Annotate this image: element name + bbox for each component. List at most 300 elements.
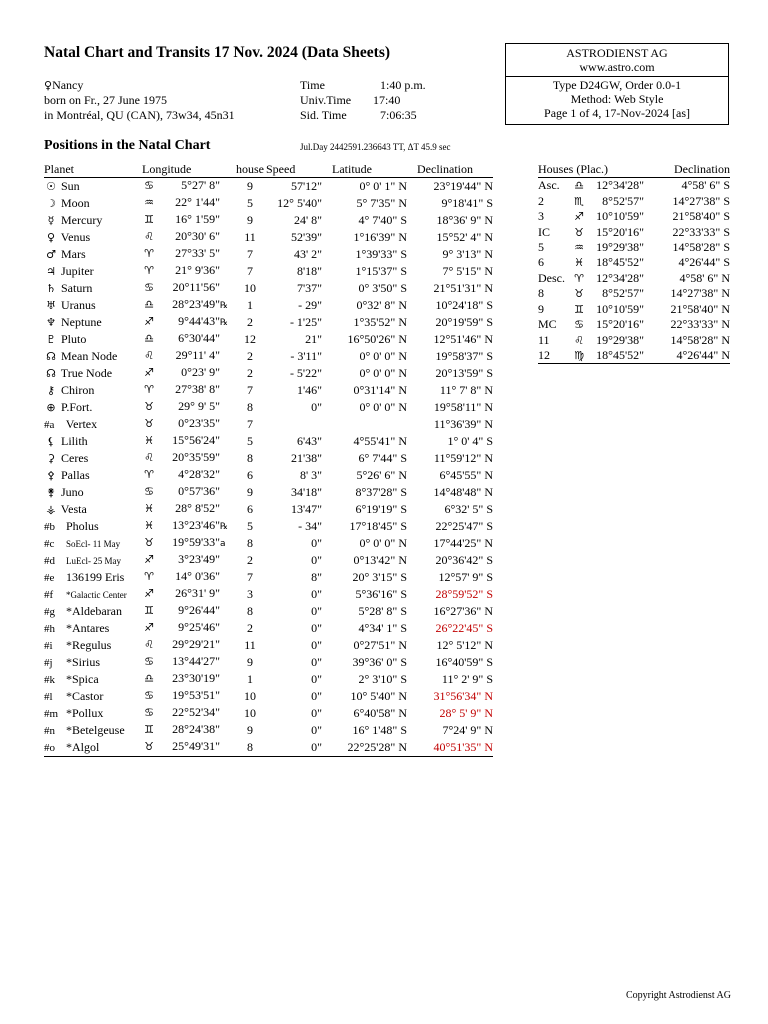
sid-time-label: Sid. Time — [300, 108, 347, 122]
planet-row — [44, 671, 493, 688]
planet-name: Lilith — [61, 434, 88, 448]
house-longitude-cell — [572, 193, 648, 208]
planet-name: Uranus — [61, 298, 96, 312]
time-label: Time — [300, 78, 325, 92]
birth-date: born on Fr., 27 June 1975 — [44, 93, 167, 107]
house-declination: 14°58'28" S — [672, 239, 730, 254]
longitude-cell — [142, 722, 234, 739]
planet-name: Pallas — [61, 468, 90, 482]
house-longitude: 10°10'59" — [596, 209, 644, 224]
planet-glyph-icon: ♆ — [46, 316, 56, 329]
speed-value: 0" — [266, 739, 322, 757]
longitude-cell — [142, 246, 234, 263]
longitude-cell — [142, 229, 234, 246]
house-value: 7 — [247, 264, 253, 278]
planet-name: Vesta — [60, 502, 87, 516]
longitude-value: 20°30' 6" — [175, 229, 220, 243]
house-longitude: 15°20'16" — [596, 224, 644, 239]
planet-row — [44, 484, 493, 501]
planet-cell — [44, 467, 142, 484]
longitude-cell — [142, 705, 234, 722]
house-name: 11 — [538, 332, 550, 347]
planet-code: #l — [44, 690, 53, 703]
planet-cell — [44, 603, 142, 620]
house-row — [538, 193, 730, 208]
house-value: 8 — [234, 739, 266, 757]
planet-row — [44, 382, 493, 399]
houses-table-header — [538, 161, 730, 178]
house-declination: 22°33'33" S — [672, 224, 730, 239]
company-name: ASTRODIENST AG — [566, 46, 668, 60]
speed-value: 0" — [311, 621, 322, 635]
latitude-value: 0° 0' 1" N — [359, 179, 407, 193]
house-longitude-cell — [572, 255, 648, 270]
declination-value: 1° 0' 4" S — [447, 434, 493, 448]
zodiac-sign-icon: ♎ — [144, 672, 154, 685]
house-longitude-cell — [572, 302, 648, 317]
speed-value: 57'12" — [290, 179, 322, 193]
house-value: 11 — [244, 638, 256, 652]
planet-glyph-icon: ⚶ — [46, 503, 56, 516]
declination-value: 7°24' 9" N — [442, 723, 493, 737]
latitude-value — [322, 416, 407, 433]
declination-value: 9° 3'13" N — [442, 247, 493, 261]
longitude-cell — [142, 603, 234, 620]
planet-cell — [44, 178, 142, 196]
house-name: 12 — [538, 348, 572, 364]
house-longitude: 10°10'59" — [596, 301, 644, 316]
planet-glyph-icon: ⚸ — [46, 435, 56, 448]
house-value: 9 — [247, 213, 253, 227]
declination-value: 14°48'48" N — [433, 485, 493, 499]
longitude-cell — [142, 739, 234, 757]
planet-row — [44, 705, 493, 722]
planet-cell — [44, 450, 142, 467]
zodiac-sign-icon: ♎ — [574, 179, 584, 193]
zodiac-sign-icon: ♋ — [144, 689, 154, 702]
female-icon: ♀ — [44, 79, 53, 92]
retrograde-icon: ℞ — [220, 318, 229, 328]
planet-code: #g — [44, 605, 55, 618]
planet-glyph-icon: ☽ — [46, 197, 56, 210]
person-name-line — [44, 78, 83, 93]
header-latitude: Latitude — [322, 161, 407, 178]
house-value: 6 — [247, 468, 253, 482]
houses-table — [538, 161, 730, 364]
houses-table-body — [538, 178, 730, 364]
speed-value: 7'37" — [296, 281, 322, 295]
planet-row — [44, 552, 493, 569]
speed-value — [266, 416, 322, 433]
house-longitude: 18°45'52" — [596, 255, 644, 270]
house-row — [538, 302, 730, 317]
house-longitude-cell — [572, 178, 648, 194]
zodiac-sign-icon: ♊ — [144, 213, 154, 226]
house-longitude: 19°29'38" — [596, 332, 644, 347]
latitude-value: 5° 7'35" N — [356, 196, 407, 210]
house-longitude-cell — [572, 317, 648, 332]
speed-value: - 34" — [298, 519, 322, 533]
declination-value: 11° 2' 9" S — [441, 672, 493, 686]
speed-value: - 29" — [298, 298, 322, 312]
zodiac-sign-icon: ♉ — [574, 287, 584, 301]
planet-cell — [44, 314, 142, 331]
zodiac-sign-icon: ♏ — [574, 194, 584, 208]
zodiac-sign-icon: ♊ — [144, 723, 154, 736]
speed-value: 0" — [311, 587, 322, 601]
planet-name: P.Fort. — [61, 400, 93, 414]
house-longitude: 8°52'57" — [602, 193, 644, 208]
longitude-value: 19°53'51" — [172, 688, 220, 702]
longitude-cell — [142, 518, 234, 535]
house-longitude-cell — [572, 286, 648, 301]
house-longitude: 15°20'16" — [596, 317, 644, 332]
planet-glyph-icon: ☉ — [46, 180, 56, 193]
speed-value: 34'18" — [290, 485, 322, 499]
planet-cell — [44, 484, 142, 501]
copyright: Copyright Astrodienst AG — [625, 990, 731, 1001]
house-longitude: 19°29'38" — [596, 239, 644, 254]
zodiac-sign-icon: ♓ — [144, 519, 154, 532]
header-houses: Houses (Plac.) — [538, 161, 648, 178]
longitude-cell — [142, 620, 234, 637]
planet-cell — [44, 586, 142, 603]
latitude-value: 5°28' 8" S — [358, 604, 407, 618]
house-name: 3 — [538, 209, 544, 224]
latitude-value: 0° 0' 0" N — [359, 400, 407, 414]
speed-value: 0" — [311, 553, 322, 567]
planet-row — [44, 586, 493, 603]
speed-value: - 3'11" — [290, 349, 322, 363]
planet-cell — [44, 331, 142, 348]
declination-value: 12°51'46" N — [433, 332, 493, 346]
publisher-box — [505, 43, 729, 125]
longitude-value: 19°59'33" — [172, 535, 220, 549]
longitude-cell — [142, 212, 234, 229]
longitude-cell — [142, 552, 234, 569]
latitude-value: 5°26' 6" N — [356, 468, 407, 482]
planet-code: #b — [44, 520, 55, 533]
longitude-value: 20°35'59" — [172, 450, 220, 464]
longitude-cell — [142, 195, 234, 212]
latitude-value: 1°15'37" S — [355, 264, 407, 278]
longitude-cell — [142, 484, 234, 501]
house-value: 2 — [247, 315, 253, 329]
header-declination: Declination — [407, 161, 493, 178]
latitude-value: 1°35'52" N — [353, 315, 407, 329]
house-longitude-cell — [572, 348, 648, 364]
longitude-cell — [142, 399, 234, 416]
house-value: 2 — [247, 366, 253, 380]
house-value: 3 — [247, 587, 253, 601]
planet-name: Mean Node — [61, 349, 118, 363]
house-longitude: 12°34'28" — [596, 270, 644, 285]
house-value: 6 — [247, 502, 253, 516]
house-value: 7 — [247, 417, 253, 431]
longitude-cell — [142, 586, 234, 603]
zodiac-sign-icon: ♈ — [144, 264, 154, 277]
planet-glyph-icon: ♃ — [46, 265, 56, 278]
house-longitude-cell — [572, 332, 648, 347]
latitude-value: 16° 1'48" S — [352, 723, 407, 737]
declination-value: 19°58'37" S — [435, 349, 493, 363]
planet-cell — [44, 501, 142, 518]
planet-name: *Betelgeuse — [66, 722, 125, 737]
planet-name: True Node — [60, 366, 113, 380]
planet-cell — [44, 569, 142, 586]
zodiac-sign-icon: ♉ — [144, 400, 154, 413]
longitude-cell — [142, 654, 234, 671]
house-value: 2 — [247, 621, 253, 635]
zodiac-sign-icon: ♌ — [144, 349, 154, 362]
header-house-declination: Declination — [648, 161, 730, 178]
planet-name: Mercury — [61, 213, 103, 227]
planet-cell — [44, 195, 142, 212]
latitude-value: 6° 7'44" S — [358, 451, 407, 465]
planet-cell — [44, 722, 142, 739]
house-value: 5 — [247, 434, 253, 448]
speed-value: 24' 8" — [293, 213, 322, 227]
latitude-value: 17°18'45" S — [349, 519, 407, 533]
longitude-cell — [142, 535, 234, 552]
planet-name: Saturn — [61, 281, 93, 295]
longitude-cell — [142, 348, 234, 365]
declination-value: 17°44'25" N — [433, 536, 493, 550]
zodiac-sign-icon: ♊ — [144, 604, 154, 617]
zodiac-sign-icon: ♍ — [574, 349, 584, 363]
header-planet: Planet — [44, 161, 142, 178]
planet-name: Chiron — [61, 383, 95, 397]
planet-row — [44, 603, 493, 620]
zodiac-sign-icon: ♈ — [144, 468, 154, 481]
planet-name: *Sirius — [66, 654, 101, 669]
planet-name: *Pollux — [66, 705, 104, 720]
house-value: 10 — [244, 706, 256, 720]
latitude-value: 6°19'19" S — [355, 502, 407, 516]
latitude-value: 10° 5'40" N — [350, 689, 407, 703]
house-row — [538, 332, 730, 347]
chart-type: Type D24GW, Order 0.0-1 — [552, 78, 682, 92]
declination-value: 10°24'18" S — [435, 298, 493, 312]
house-value: 9 — [247, 655, 253, 669]
zodiac-sign-icon: ♐ — [144, 315, 154, 328]
retrograde-icon: a — [220, 539, 226, 549]
house-declination: 14°27'38" S — [672, 193, 730, 208]
speed-value: 52'39" — [290, 230, 322, 244]
declination-value: 23°19'44" N — [433, 179, 493, 193]
zodiac-sign-icon: ♎ — [144, 298, 154, 311]
longitude-value: 29°29'21" — [172, 637, 220, 651]
longitude-cell — [142, 297, 234, 314]
planet-cell — [44, 535, 142, 552]
planet-row — [44, 433, 493, 450]
house-declination: 14°27'38" N — [670, 286, 730, 301]
declination-value: 22°25'47" S — [435, 519, 493, 533]
section-title: Positions in the Natal Chart — [44, 138, 211, 153]
house-value: 8 — [247, 536, 253, 550]
planet-row — [44, 501, 493, 518]
latitude-value: 4°55'41" N — [353, 434, 407, 448]
zodiac-sign-icon: ♒ — [574, 240, 584, 254]
zodiac-sign-icon: ♐ — [144, 553, 154, 566]
house-value: 12 — [244, 332, 256, 346]
planet-row — [44, 348, 493, 365]
retrograde-icon: ℞ — [220, 522, 229, 532]
house-longitude-cell — [572, 209, 648, 224]
longitude-value: 28°23'49" — [172, 297, 220, 311]
planet-cell — [44, 637, 142, 654]
planet-cell — [44, 382, 142, 399]
julian-day: Jul.Day 2442591.236643 TT, ΔT 45.9 sec — [300, 142, 451, 152]
planet-row — [44, 416, 493, 433]
speed-value: 8" — [311, 570, 322, 584]
planet-name: *Antares — [66, 620, 110, 635]
speed-value: 0" — [311, 604, 322, 618]
house-row — [538, 255, 730, 270]
speed-value: - 1'25" — [289, 315, 322, 329]
house-declination: 4°26'44" S — [678, 255, 730, 270]
speed-value: 0" — [311, 723, 322, 737]
latitude-value: 1°16'39" N — [353, 230, 407, 244]
longitude-cell — [142, 637, 234, 654]
house-row — [538, 271, 730, 286]
planet-cell — [44, 671, 142, 688]
univ-time-value: 17:40 — [373, 93, 401, 107]
company-url: www.astro.com — [579, 60, 655, 74]
planet-cell — [44, 229, 142, 246]
speed-value: 13'47" — [290, 502, 322, 516]
house-longitude-cell — [572, 224, 648, 239]
declination-value: 6°45'55" N — [439, 468, 493, 482]
planet-cell — [44, 739, 142, 757]
planet-row — [44, 688, 493, 705]
house-name: 2 — [538, 193, 544, 208]
latitude-value: 22°25'28" N — [322, 739, 407, 757]
speed-value: 0" — [311, 638, 322, 652]
house-value: 11 — [244, 230, 256, 244]
planet-code: #c — [44, 537, 55, 550]
longitude-value: 9°25'46" — [178, 620, 220, 634]
planet-name: Ceres — [61, 451, 89, 465]
house-name: Desc. — [538, 270, 565, 285]
zodiac-sign-icon: ♋ — [144, 281, 154, 294]
house-row — [538, 348, 730, 364]
declination-value: 31°56'34" N — [433, 689, 493, 703]
house-row — [538, 224, 730, 239]
planet-row — [44, 365, 493, 382]
planet-row — [44, 178, 493, 196]
planet-name: Neptune — [61, 315, 102, 329]
planet-row — [44, 450, 493, 467]
planet-code: #k — [44, 673, 55, 686]
zodiac-sign-icon: ♐ — [144, 366, 154, 379]
declination-value: 28°59'52" S — [435, 587, 493, 601]
house-declination: 14°58'28" N — [670, 332, 730, 347]
house-value: 10 — [244, 689, 256, 703]
zodiac-sign-icon: ♓ — [144, 502, 154, 515]
planet-name: Pluto — [61, 332, 87, 346]
planet-code: #i — [44, 639, 53, 652]
declination-value: 6°32' 5" S — [444, 502, 493, 516]
planet-row — [44, 331, 493, 348]
latitude-value: 0° 0' 0" N — [359, 349, 407, 363]
birth-place: in Montréal, QU (CAN), 73w34, 45n31 — [44, 108, 235, 122]
planet-row — [44, 195, 493, 212]
planet-name: LuEcl- 25 May — [66, 555, 121, 566]
planet-code: #m — [44, 707, 59, 720]
zodiac-sign-icon: ♓ — [144, 434, 154, 447]
chart-method: Method: Web Style — [570, 92, 664, 106]
planet-cell — [44, 705, 142, 722]
zodiac-sign-icon: ♎ — [144, 332, 154, 345]
zodiac-sign-icon: ♓ — [574, 256, 584, 270]
longitude-value: 9°44'43" — [178, 314, 220, 328]
planet-row — [44, 620, 493, 637]
house-longitude: 12°34'28" — [596, 178, 644, 193]
zodiac-sign-icon: ♌ — [144, 451, 154, 464]
planet-row — [44, 314, 493, 331]
planet-name: Vertex — [65, 416, 98, 431]
zodiac-sign-icon: ♒ — [144, 196, 154, 209]
planet-row — [44, 212, 493, 229]
longitude-cell — [142, 501, 234, 518]
planet-code: #n — [44, 724, 55, 737]
speed-value: 0" — [311, 672, 322, 686]
planet-glyph-icon: ⚳ — [46, 452, 56, 465]
house-row — [538, 209, 730, 224]
zodiac-sign-icon: ♊ — [574, 302, 584, 316]
house-row — [538, 178, 730, 194]
house-value: 2 — [247, 349, 253, 363]
zodiac-sign-icon: ♉ — [574, 225, 584, 239]
longitude-cell — [142, 416, 234, 433]
house-longitude: 18°45'52" — [596, 348, 644, 363]
planet-glyph-icon: ♇ — [46, 333, 56, 346]
declination-value: 7° 5'15" N — [442, 264, 493, 278]
planet-name: SoEcl- 11 May — [66, 538, 121, 549]
declination-value: 12° 5'12" N — [436, 638, 493, 652]
latitude-value: 0°32' 8" N — [356, 298, 407, 312]
longitude-cell — [142, 433, 234, 450]
zodiac-sign-icon: ♈ — [144, 247, 154, 260]
planet-glyph-icon: ⚷ — [46, 384, 56, 397]
zodiac-sign-icon: ♋ — [144, 706, 154, 719]
latitude-value: 5°36'16" S — [355, 587, 407, 601]
longitude-cell — [142, 467, 234, 484]
planet-cell — [44, 212, 142, 229]
planet-name: *Spica — [66, 671, 99, 686]
latitude-value: 0° 0' 0" N — [359, 366, 407, 380]
house-longitude: 8°52'57" — [602, 286, 644, 301]
speed-value: 8' 3" — [299, 468, 322, 482]
planet-cell — [44, 280, 142, 297]
house-value: 9 — [247, 485, 253, 499]
longitude-value: 0°23'35" — [178, 416, 220, 430]
declination-value: 16°27'36" N — [433, 604, 493, 618]
house-name: Asc. — [538, 178, 560, 193]
house-value: 8 — [247, 451, 253, 465]
longitude-value: 22° 1'44" — [175, 195, 220, 209]
longitude-cell — [142, 314, 234, 331]
planet-name: *Regulus — [66, 637, 112, 652]
declination-value: 19°58'11" N — [433, 400, 493, 414]
speed-value: 0" — [311, 536, 322, 550]
speed-value: 43' 2" — [293, 247, 322, 261]
planet-code: #e — [44, 571, 55, 584]
house-name: 8 — [538, 286, 544, 301]
planet-row — [44, 246, 493, 263]
longitude-cell — [142, 569, 234, 586]
